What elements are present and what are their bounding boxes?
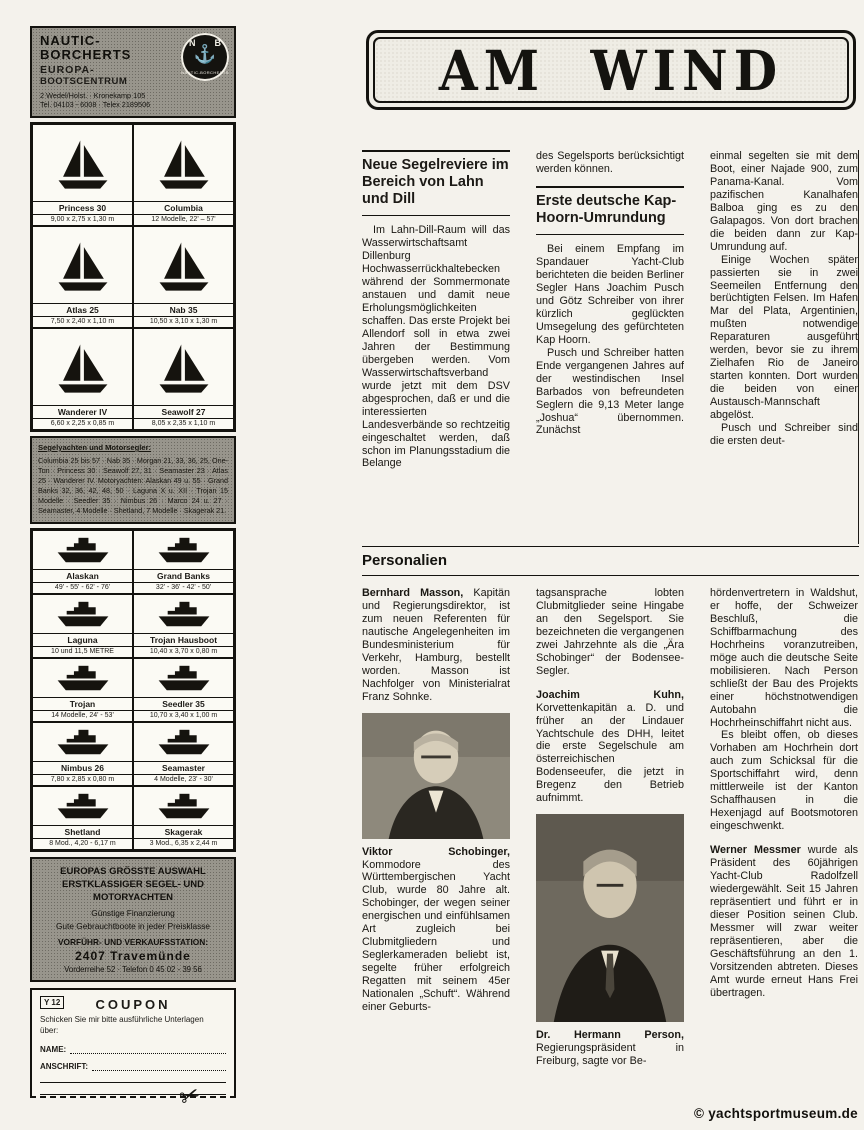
boat-spec: 10,70 x 3,40 x 1,00 m: [134, 710, 233, 721]
personalien-column-2: [536, 587, 684, 1129]
boat-listing: [133, 786, 234, 850]
sailboat-icon: [33, 227, 132, 303]
boat-spec: 10,40 x 3,70 x 0,80 m: [134, 646, 233, 657]
sailboat-icon: [134, 227, 233, 303]
logo-letter-b: B: [214, 38, 221, 48]
boat-listing: [32, 786, 133, 850]
boat-name: Nab 35: [134, 303, 233, 316]
boat-listing: [32, 658, 133, 722]
promo-headline: ERSTKLASSIGER SEGEL- UND MOTORYACHTEN: [62, 878, 204, 903]
coupon-code: Y 12: [40, 996, 64, 1009]
boat-listing: [32, 328, 133, 430]
scissors-icon: ✂: [175, 1080, 205, 1113]
brand-address: [40, 91, 228, 110]
boat-spec: 8 Mod., 4,20 - 6,17 m: [33, 838, 132, 849]
coupon-header: [40, 996, 226, 1012]
brand-address-line: 2 Wedel/Holst. · Kronekamp 105: [40, 90, 146, 100]
motorboat-icon: [33, 787, 132, 825]
personalien-columns: [362, 575, 859, 1129]
coupon-intro: Schicken Sie mir bitte ausführliche Unterlagen über:: [40, 1015, 204, 1035]
masthead-title: AM WIND: [438, 37, 784, 103]
copyright-credit: © yachtsportmuseum.de: [693, 1106, 858, 1121]
motorboat-grid: [30, 528, 236, 852]
masthead: [366, 30, 856, 110]
model-list-title: Segelyachten und Motorsegler:: [38, 443, 152, 452]
boat-spec: 49' - 55' - 62' - 76': [33, 582, 132, 593]
paragraph: [710, 844, 858, 999]
motorboat-icon: [134, 595, 233, 633]
motorboat-icon: [33, 659, 132, 697]
boat-listing: [32, 530, 133, 594]
boat-name: Nimbus 26: [33, 761, 132, 774]
paragraph: Im Lahn-Dill-Raum will das Wasserwirtschaftsamt Dillenburg Hochwasserrückhaltebecken während der Sommermonate anstauen und damit neue Erholungsmöglichkeiten schaffen. Das erste Projekt bei Allendorf soll in etwa zwei Jahren der Bestimmung übergeben werden. Vom Wasserwirtschaftsverband wurde jetzt mit dem DSV abgesprochen, daß er und die interessierten Landesverbände so rechtzeitig eingeschaltet werden, daß schon im Planungsstadium die Belange: [362, 224, 510, 470]
boat-name: Seamaster: [134, 761, 233, 774]
paragraph: Einige Wochen später passierten sie in zwei Seemeilen Entfernung den berüchtigten Felsen. Im Hafen Mar del Plata, Argentinien, mußten notwendige Reparaturen ausgeführt werden, bevor sie zu ihrem Zielhafen Rio de Janeiro starten konnten. Dort wurden die beiden von einer Austausch-Mannschaft abgelöst.: [710, 253, 858, 422]
logo-letter-n: N: [189, 38, 196, 48]
paragraph: hördenvertretern in Waldshut, er hoffe, der Schweizer Beschluß, die Schiffbarmachung des Hochrheins voranzutreiben, möge auch die deutsche Seite mobilisieren. Nach Person schließt der Bau des Projekts einer höchstnotwendigen Autobahn die Hochrheinschiffahrt nicht aus.: [710, 587, 858, 729]
boat-name: Seedler 35: [134, 697, 233, 710]
paragraph: Es bleibt offen, ob dieses Vorhaben am Hochrhein dort auch zum Schicksal für die Sportschiffahrt wird, denn mittlerweile ist der Kanton Schaffhausen in die Hexenjagd auf Bootsmotoren eingeschwenkt.: [710, 729, 858, 833]
model-list-block: [30, 436, 236, 524]
boat-name: Columbia: [134, 201, 233, 214]
person-name: Bernhard Masson,: [362, 587, 464, 599]
para-text: Kommodore des Württembergischen Yacht Club, wurde 80 Jahre alt. Schobinger, der wegen seiner energischen und einfühlsamen Art zugleich bei Clubmitgliedern und Seglerkameraden beliebt ist, segelte früher erfolgreich Regatten mit seinem 45er Nationalen „Schuft“. Während einer Geburts-: [362, 858, 510, 1014]
advert-column: [30, 26, 236, 1113]
address-fill-line: [92, 1062, 226, 1071]
advert-brand-block: [30, 26, 236, 118]
boat-name: Wanderer IV: [33, 405, 132, 418]
boat-spec: 9,00 x 2,75 x 1,30 m: [33, 214, 132, 225]
coupon-address-row: [40, 1062, 226, 1071]
paragraph: Pusch und Schreiber hatten Ende vergangenen Jahres auf der westindischen Insel Barbados von befreundeten Seglern die 9,13 Meter lange „Joshua“ übernommen. Zunächst: [536, 346, 684, 437]
article-heading: Erste deutsche Kap-Hoorn-Umrundung: [536, 186, 684, 235]
coupon-title: COUPON: [95, 997, 171, 1013]
boat-name: Seawolf 27: [134, 405, 233, 418]
boat-spec: 32' - 36' - 42' - 50': [134, 582, 233, 593]
boat-listing: [32, 594, 133, 658]
boat-listing: [32, 722, 133, 786]
motorboat-icon: [134, 787, 233, 825]
boat-name: Trojan: [33, 697, 132, 710]
motorboat-icon: [134, 723, 233, 761]
boat-listing: [133, 658, 234, 722]
boat-listing: [32, 124, 133, 226]
boat-name: Trojan Hausboot: [134, 633, 233, 646]
anchor-wheel-logo: [181, 33, 229, 81]
brand-name-line: NAUTIC-: [40, 33, 101, 48]
boat-spec: 7,50 x 2,40 x 1,10 m: [33, 316, 132, 327]
personalien-column-1: [362, 587, 510, 1129]
paragraph: Bei einem Empfang im Spandauer Yacht-Club berichteten die beiden Berliner Segler Hans Joachim Pusch und Götz Schreiber von ihrer kürzlich geglückten Umsegelung des gefürchteten Kap Hoorn.: [536, 243, 684, 346]
boat-spec: 6,60 x 2,25 x 0,85 m: [33, 418, 132, 429]
sailboat-grid: [30, 122, 236, 432]
personalien-column-3: [710, 587, 858, 1129]
brand-name-line: BORCHERTS: [40, 47, 132, 63]
motorboat-icon: [33, 723, 132, 761]
para-text: wurde als Präsident des 60jährigen Yacht-Club Radolfzell wiedergewählt. Seit 15 Jahren repräsentiert und führt er in dieser Position seinen Club. Messmer will zwar weiter repräsentieren, aber die Geschäftsführung an den 1. Vorsitzenden abtreten. Dieses Amt wurde erneut Hans Frei übertragen.: [710, 844, 858, 999]
person-name: Viktor Schobinger,: [362, 845, 510, 858]
paragraph: [536, 689, 684, 806]
masthead-frame: [373, 37, 849, 103]
photo-viktor-schobinger: [362, 713, 510, 839]
anchor-icon: ⚓: [193, 44, 217, 64]
boat-listing: [32, 226, 133, 328]
boat-spec: 4 Modelle, 23' - 30': [134, 774, 233, 785]
para-text: Kapitän und Regierungsdirektor, ist zum neuen Referenten für nautische Angelegenheiten im Bundesministerium für Verkehr, Hamburg, bestellt worden. Masson ist Nachfolger von Ministerialrat Franz Sohnke.: [362, 587, 510, 703]
paragraph: einmal segelten sie mit dem Boot, einer Najade 900, zum Panama-Kanal. Vom pazifischen Kanalhafen Balboa ging es zu den Galapagos. Von dort brachen die beiden dann zur Kap-Umrundung auf.: [710, 150, 858, 253]
logo-ribbon-text: NAUTIC-BORCHERTS: [181, 70, 229, 75]
photo-caption: [362, 846, 510, 1014]
article-column-3: [710, 150, 858, 544]
model-list-body: Columbia 25 bis 57 · Nab 35 · Morgan 21, 33, 36, 25, One-Ton · Princess 30 · Seawolf 27, 31 · Seamaster 23 · Atlas 25 · Wanderer IV. Motoryachten: Alaskan 49 u. 55 · Grand Banks 32, 36, 42, 48, 50 · Laguna X u. XII · Trojan 15 Modelle · Seedler 35 · Nimbus 26 · Marco 24 u. 27 · Seamaster, 4 Modelle · Shetland, 7 Modelle · Skagerak 21.: [38, 455, 228, 516]
boat-listing: [133, 226, 234, 328]
person-name: Werner Messmer: [710, 844, 801, 857]
brand-phone-line: Tel. 04103 - 6008 · Telex 2189506: [40, 100, 151, 110]
motorboat-icon: [134, 659, 233, 697]
promo-block: [30, 857, 236, 982]
boat-spec: 3 Mod., 6,35 x 2,44 m: [134, 838, 233, 849]
boat-spec: 14 Modelle, 24' - 53': [33, 710, 132, 721]
sailboat-icon: [33, 329, 132, 405]
boat-spec: 10 und 11,5 METRE: [33, 646, 132, 657]
name-fill-line: [70, 1045, 226, 1054]
sailboat-icon: [33, 125, 132, 201]
brand-name-line: BOOTSCENTRUM: [40, 75, 128, 87]
para-text: Korvettenkapitän a. D. und früher an der Lindauer Yachtschule des DHH, leitet die erste Segelschule am österreichischen Bodenseeufer, die jetzt in Bregenz den Betrieb aufnimmt.: [536, 701, 684, 805]
boat-name: Skagerak: [134, 825, 233, 838]
motorboat-icon: [33, 595, 132, 633]
boat-spec: 12 Modelle, 22' – 57': [134, 214, 233, 225]
ruled-line: [40, 1071, 226, 1083]
boat-spec: 10,50 x 3,10 x 1,30 m: [134, 316, 233, 327]
address-label: ANSCHRIFT:: [40, 1061, 88, 1071]
boat-name: Grand Banks: [134, 569, 233, 582]
boat-spec: 7,80 x 2,85 x 0,80 m: [33, 774, 132, 785]
promo-headline: EUROPAS GRÖSSTE AUSWAHL: [60, 866, 206, 878]
promo-street: Vorderreihe 52 · Telefon 0 45 02 - 39 56: [64, 965, 202, 975]
brand-name-line: EUROPA-: [40, 63, 95, 76]
article-column-2: [536, 150, 684, 544]
boat-name: Shetland: [33, 825, 132, 838]
boat-name: Alaskan: [33, 569, 132, 582]
photo-caption: [536, 1029, 684, 1068]
paragraph: [362, 587, 510, 704]
paragraph: tagsansprache lobten Clubmitglieder seine Hingabe an den Segelsport. Sie bezeichneten die vergangenen zwei Jahrzehnte als die „Ära Schobinger“ der Bodensee-Segler.: [536, 587, 684, 677]
boat-name: Laguna: [33, 633, 132, 646]
boat-listing: [133, 328, 234, 430]
promo-station-label: VORFÜHR- UND VERKAUFSSTATION:: [58, 937, 208, 948]
article-column-1: [362, 150, 510, 544]
article-heading: Neue Segelreviere im Bereich von Lahn und Dill: [362, 150, 510, 216]
sailboat-icon: [134, 125, 233, 201]
photo-hermann-person: [536, 814, 684, 1022]
promo-subline: Gute Gebrauchtboote in jeder Preisklasse: [55, 921, 211, 932]
promo-subline: Günstige Finanzierung: [91, 907, 175, 918]
coupon-name-row: [40, 1045, 226, 1054]
name-label: NAME:: [40, 1044, 67, 1054]
section-heading: Personalien: [362, 552, 448, 569]
boat-spec: 8,05 x 2,35 x 1,10 m: [134, 418, 233, 429]
promo-city: 2407 Travemünde: [75, 949, 191, 964]
boat-listing: [133, 530, 234, 594]
paragraph: Pusch und Schreiber sind die ersten deut-: [710, 422, 858, 447]
articles-top-section: [362, 150, 859, 544]
personalien-section: [362, 546, 859, 1129]
motorboat-icon: [33, 531, 132, 569]
boat-listing: [133, 124, 234, 226]
paragraph: des Segelsports berücksichtigt werden können.: [536, 150, 684, 175]
coupon: [30, 988, 236, 1113]
person-name: Joachim Kuhn,: [536, 688, 684, 701]
boat-listing: [133, 722, 234, 786]
boat-listing: [133, 594, 234, 658]
sailboat-icon: [134, 329, 233, 405]
para-text: Regierungspräsident in Freiburg, sagte vor Be-: [536, 1042, 684, 1068]
boat-name: Princess 30: [33, 201, 132, 214]
boat-name: Atlas 25: [33, 303, 132, 316]
person-name: Dr. Hermann Person,: [536, 1029, 684, 1042]
motorboat-icon: [134, 531, 233, 569]
